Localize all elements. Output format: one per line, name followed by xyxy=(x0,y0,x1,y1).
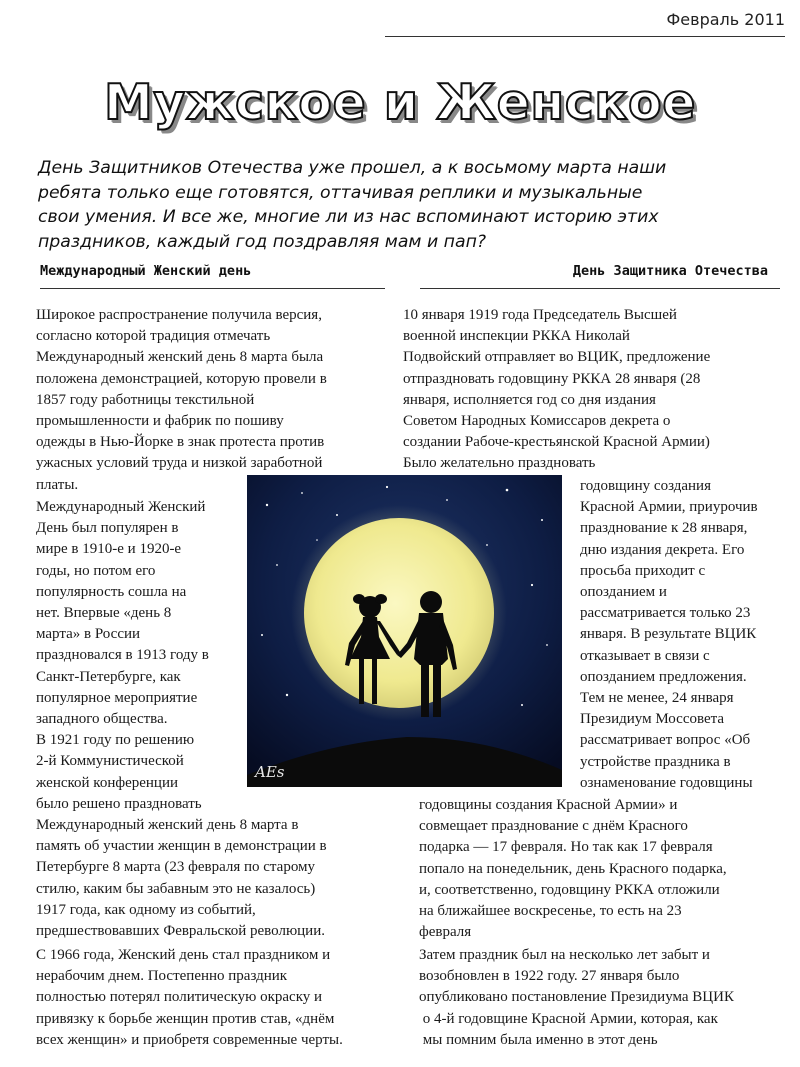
artist-signature: AEs xyxy=(255,763,285,781)
text-line: годовщину создания xyxy=(580,478,711,494)
text-line: Санкт-Петербурге, как xyxy=(36,668,181,685)
text-line: популярность сошла на xyxy=(36,583,187,600)
text-line: мире в 1910-е и 1920-е xyxy=(36,541,182,558)
defenders-day-paragraph-3 xyxy=(419,795,789,943)
text-line: Было желательно праздновать xyxy=(403,455,596,472)
womens-day-heading: Международный Женский день xyxy=(40,263,252,279)
text-line: февраля xyxy=(419,924,472,941)
text-line: опубликовано постановление Президиума ВЦИК xyxy=(419,989,734,1006)
text-line: дню издания декрета. Его xyxy=(580,541,745,558)
womens-day-paragraph-1 xyxy=(36,305,386,496)
text-line: День был популярен в xyxy=(36,520,179,537)
date-divider xyxy=(385,36,785,37)
defenders-day-paragraph-1 xyxy=(403,305,783,475)
womens-day-paragraph-4 xyxy=(36,945,396,1051)
text-line: опозданием предложения. xyxy=(580,668,747,685)
text-line: о 4-й годовщине Красной Армии, которая, как xyxy=(419,1010,718,1027)
page-title: Мужское и Женское xyxy=(104,74,696,131)
text-line: годовщины создания Красной Армии» и xyxy=(419,797,678,813)
defenders-day-paragraph-2 xyxy=(580,476,790,794)
text-line: предшествовавших Февральской революции. xyxy=(36,923,325,940)
text-line: Международный женский день 8 марта была xyxy=(36,349,324,366)
text-line: нерабочим днем. Постепенно праздник xyxy=(36,968,288,985)
text-line: 1857 году работницы текстильной xyxy=(36,391,255,408)
text-line: западного общества. xyxy=(36,711,168,728)
text-line: память об участии женщин в демонстрации в xyxy=(36,838,327,855)
text-line: ознаменование годовщины xyxy=(580,774,753,791)
text-line: устройстве праздника в xyxy=(580,753,731,770)
text-line: и, соответственно, годовщину РККА отложили xyxy=(419,881,720,898)
text-line: промышленности и фабрик по пошиву xyxy=(36,413,284,430)
text-line: отказывает в связи с xyxy=(580,647,710,664)
text-line: согласно которой традиция отмечать xyxy=(36,328,271,345)
left-heading-rule xyxy=(40,288,385,289)
womens-day-paragraph-3 xyxy=(36,815,396,942)
text-line: привязку к борьбе женщин против став, «днём xyxy=(36,1010,335,1027)
intro-line: свои умения. И все же, многие ли из нас вспоминают историю этих xyxy=(38,207,659,227)
text-line: популярное мероприятие xyxy=(36,689,198,706)
text-line: С 1966 года, Женский день стал праздником и xyxy=(36,947,331,963)
moon-couple-illustration xyxy=(247,475,562,787)
text-line: создании Рабоче-крестьянской Красной Армии) xyxy=(403,434,710,451)
text-line: В 1921 году по решению xyxy=(36,732,195,749)
right-heading-rule xyxy=(420,288,780,289)
text-line: стилю, каким бы забавным это не казалось) xyxy=(36,880,316,897)
text-line: попало на понедельник, день Красного подарка, xyxy=(419,860,727,877)
text-line: отпраздновать годовщину РККА 28 января (28 xyxy=(403,370,701,387)
text-line: опозданием и xyxy=(580,584,667,601)
text-line: Президиум Моссовета xyxy=(580,711,725,728)
text-line: 2-й Коммунистической xyxy=(36,753,184,770)
text-line: платы. xyxy=(36,476,79,493)
text-line: мы помним была именно в этот день xyxy=(419,1031,658,1048)
text-line: Советом Народных Комиссаров декрета о xyxy=(403,413,671,430)
text-line: Красной Армии, приурочив xyxy=(580,499,758,516)
text-line: Международный женский день 8 марта в xyxy=(36,817,299,833)
intro-paragraph xyxy=(38,156,758,254)
intro-line: День Защитников Отечества уже прошел, а к восьмому марта наши xyxy=(38,158,667,178)
text-line: совмещает празднование с днём Красного xyxy=(419,818,688,835)
text-line: рассматривает вопрос «Об xyxy=(580,732,751,749)
text-line: одежды в Нью-Йорке в знак протеста против xyxy=(36,434,325,451)
moon-scene xyxy=(247,475,562,787)
intro-line: ребята только еще готовятся, оттачивая реплики и музыкальные xyxy=(38,182,643,203)
text-line: было решено праздновать xyxy=(36,795,202,812)
defenders-day-paragraph-4 xyxy=(419,945,794,1051)
text-line: Затем праздник был на несколько лет забыт и xyxy=(419,947,710,963)
defenders-day-heading: День Защитника Отечества xyxy=(572,263,768,279)
text-line: Широкое распространение получила версия, xyxy=(36,307,322,323)
text-line: празднование к 28 января, xyxy=(580,520,748,537)
text-line: ужасных условий труда и низкой заработной xyxy=(36,455,323,472)
intro-line: праздников, каждый год поздравляя мам и пап? xyxy=(38,231,487,252)
text-line: возобновлен в 1922 году. 27 января было xyxy=(419,968,680,985)
text-line: Международный Женский xyxy=(36,499,206,515)
text-line: подарка — 17 февраля. Но так как 17 февраля xyxy=(419,839,713,856)
text-line: положена демонстрацией, которую провели в xyxy=(36,370,327,387)
text-line: 10 января 1919 года Председатель Высшей xyxy=(403,307,677,323)
text-line: на ближайшее воскресенье, то есть на 23 xyxy=(419,903,682,920)
text-line: всех женщин» и приобретя современные черты. xyxy=(36,1031,343,1048)
text-line: годы, но потом его xyxy=(36,562,156,579)
text-line: января, исполняется год со дня издания xyxy=(403,391,656,408)
text-line: полностью потерял политическую окраску и xyxy=(36,989,323,1006)
moon xyxy=(304,518,494,708)
text-line: праздновался в 1913 году в xyxy=(36,647,209,664)
issue-date: Февраль 2011 xyxy=(666,10,785,29)
text-line: Тем не менее, 24 января xyxy=(580,690,734,707)
text-line: Петербурге 8 марта (23 февраля по старому xyxy=(36,859,316,876)
text-line: марта» в России xyxy=(36,626,141,643)
text-line: просьба приходит с xyxy=(580,562,706,579)
text-line: 1917 года, как одному из событий, xyxy=(36,901,256,918)
text-line: нет. Впервые «день 8 xyxy=(36,605,172,622)
text-line: января. В результате ВЦИК xyxy=(580,626,757,643)
text-line: женской конференции xyxy=(36,774,179,791)
text-line: рассматривается только 23 xyxy=(580,605,751,622)
womens-day-paragraph-2 xyxy=(36,497,241,815)
text-line: Подвойский отправляет во ВЦИК, предложение xyxy=(403,349,711,366)
text-line: военной инспекции РККА Николай xyxy=(403,328,630,345)
